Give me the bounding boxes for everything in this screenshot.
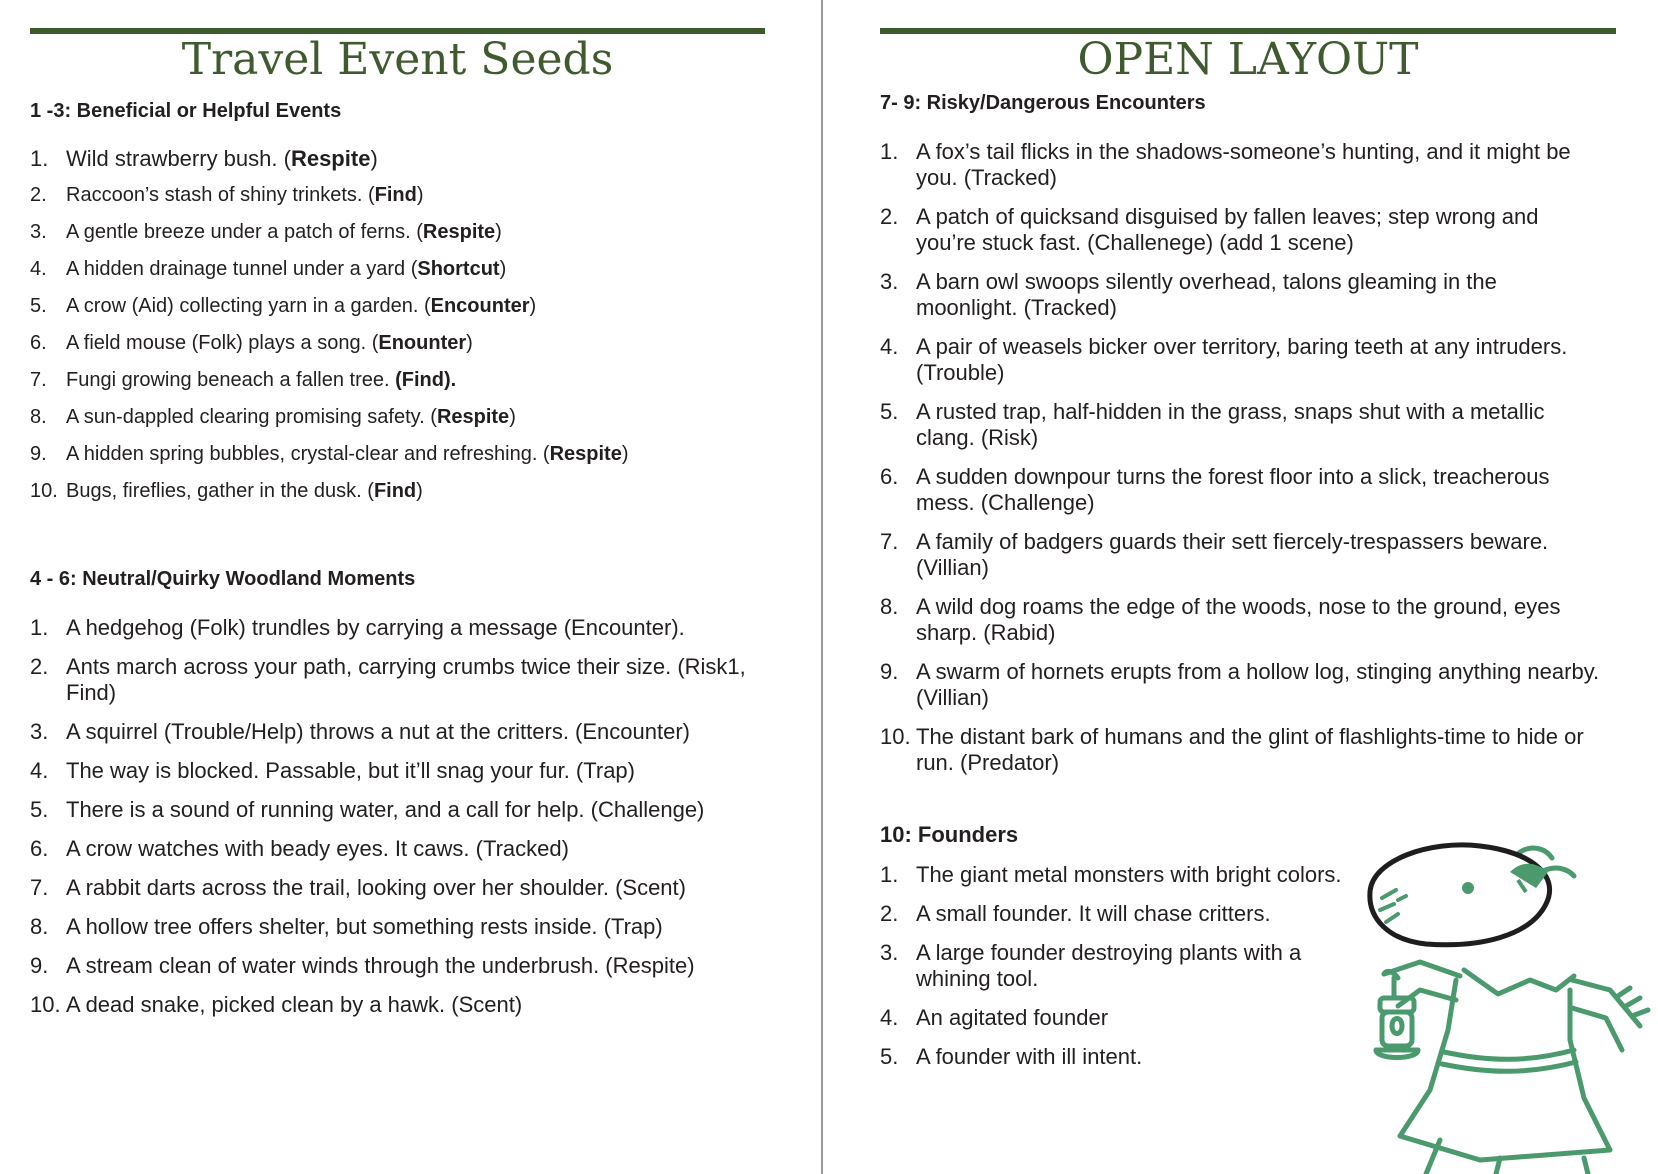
list-item-number: 8.: [30, 914, 49, 939]
list-item-number: 5.: [880, 1044, 899, 1069]
list-item-text: A wild dog roams the edge of the woods, nose to the ground, eyes sharp. (Rabid): [916, 594, 1561, 645]
list-item: [30, 294, 790, 331]
list-item-number: 4.: [880, 1005, 899, 1030]
list-item-text: A small founder. It will chase critters.: [916, 901, 1271, 926]
list-item-suffix: ): [370, 146, 378, 171]
list-item: [880, 334, 1600, 386]
list-item-text: The distant bark of humans and the glint of flashlights-time to hide or run. (Predator): [916, 724, 1584, 775]
list-item-text: A rusted trap, half-hidden in the grass, snaps shut with a metallic clang. (Risk): [916, 399, 1545, 450]
list-item-number: 1.: [30, 615, 49, 640]
list-item-number: 3.: [880, 269, 899, 294]
list-item-number: 6.: [30, 836, 49, 861]
list-item: [880, 1005, 1350, 1031]
risky-encounters-list: [880, 139, 1600, 789]
list-item-suffix: ): [499, 258, 507, 280]
list-item-number: 4.: [30, 758, 49, 783]
list-item-number: 3.: [30, 221, 47, 243]
section-heading-risky: 7- 9: Risky/Dangerous Encounters: [880, 92, 1206, 114]
list-item-suffix: ): [416, 480, 423, 502]
list-item: [30, 914, 770, 940]
list-item-text: An agitated founder: [916, 1005, 1109, 1030]
list-item: [30, 797, 770, 823]
list-item: [30, 953, 770, 979]
list-item: [30, 875, 770, 901]
list-item-number: 5.: [30, 797, 49, 822]
list-item-number: 4.: [30, 258, 47, 280]
list-item: [30, 257, 790, 294]
list-item: [880, 204, 1600, 256]
list-item-text: A field mouse (Folk) plays a song. (: [66, 332, 379, 354]
list-item-text: A pair of weasels bicker over territory, baring teeth at any intruders. (Trouble): [916, 334, 1568, 385]
section-heading-beneficial: 1 -3: Beneficial or Helpful Events: [30, 100, 342, 122]
list-item-number: 1.: [880, 862, 899, 887]
list-item-number: 2.: [880, 204, 899, 229]
event-type-tag: Respite: [436, 406, 510, 428]
list-item: [880, 724, 1600, 776]
list-item-text: A stream clean of water winds through the underbrush. (Respite): [66, 953, 695, 978]
list-item-number: 5.: [880, 399, 899, 424]
list-item-number: 6.: [30, 332, 47, 354]
list-item-number: 9.: [30, 443, 47, 465]
list-item-number: 3.: [30, 719, 49, 744]
section-heading-founders: 10: Founders: [880, 822, 1019, 847]
list-item: [30, 442, 790, 479]
list-item-text: A dead snake, picked clean by a hawk. (Scent): [66, 992, 523, 1017]
list-item: [880, 399, 1600, 451]
list-item-text: A barn owl swoops silently overhead, talons gleaming in the moonlight. (Tracked): [916, 269, 1497, 320]
event-type-tag: Find: [373, 480, 417, 502]
list-item-number: 6.: [880, 464, 899, 489]
list-item: [880, 529, 1600, 581]
list-item: [30, 331, 790, 368]
list-item-number: 1.: [30, 146, 49, 171]
right-page-title: OPEN LAYOUT: [1077, 34, 1419, 85]
founders-list: [880, 862, 1350, 1083]
list-item: [30, 615, 770, 641]
list-item-text: A hollow tree offers shelter, but something rests inside. (Trap): [66, 914, 663, 939]
event-type-tag: Find: [374, 184, 417, 206]
list-item-suffix: ): [466, 332, 473, 354]
list-item-number: 7.: [880, 529, 899, 554]
list-item-text: Wild strawberry bush. (: [66, 146, 291, 171]
left-page-title: Travel Event Seeds: [181, 34, 614, 85]
event-type-tag: (Find).: [395, 369, 457, 391]
event-type-tag: Enounter: [378, 332, 467, 354]
list-item-number: 10.: [30, 480, 58, 502]
list-item-text: A crow (Aid) collecting yarn in a garden. (: [66, 295, 431, 317]
list-item: [880, 594, 1600, 646]
list-item-number: 9.: [30, 953, 49, 978]
list-item: [30, 719, 770, 745]
list-item: [880, 659, 1600, 711]
list-item-number: 5.: [30, 295, 47, 317]
mouse-with-lantern-icon: [1360, 840, 1658, 1174]
list-item-text: Ants march across your path, carrying crumbs twice their size. (Risk1, Find): [66, 654, 746, 705]
list-item-number: 8.: [30, 406, 47, 428]
list-item-text: The giant metal monsters with bright colors.: [916, 862, 1342, 887]
list-item-text: A fox’s tail flicks in the shadows-someone’s hunting, and it might be you. (Tracked): [916, 139, 1571, 190]
list-item: [30, 836, 770, 862]
list-item: [30, 368, 790, 405]
list-item-text: A sudden downpour turns the forest floor into a slick, treacherous mess. (Challenge): [916, 464, 1550, 515]
list-item: [30, 992, 770, 1018]
list-item-suffix: ): [621, 443, 629, 465]
list-item-text: The way is blocked. Passable, but it’ll snag your fur. (Trap): [66, 758, 635, 783]
neutral-moments-list: [30, 615, 770, 1031]
list-item: [30, 220, 790, 257]
list-item: [880, 269, 1600, 321]
list-item: [880, 1044, 1350, 1070]
list-item-text: There is a sound of running water, and a call for help. (Challenge): [66, 797, 705, 822]
page-spine-divider: [821, 0, 823, 1174]
list-item: [30, 758, 770, 784]
event-type-tag: Encounter: [430, 295, 530, 317]
list-item: [30, 405, 790, 442]
list-item-number: 1.: [880, 139, 899, 164]
list-item-text: A gentle breeze under a patch of ferns. (: [66, 221, 423, 243]
list-item: [30, 654, 770, 706]
list-item: [880, 901, 1350, 927]
beneficial-events-list: [30, 146, 790, 516]
list-item-suffix: ): [509, 406, 516, 428]
list-item-number: 10.: [880, 724, 911, 749]
list-item-text: A rabbit darts across the trail, looking over her shoulder. (Scent): [66, 875, 686, 900]
list-item-number: 3.: [880, 940, 899, 965]
list-item-number: 8.: [880, 594, 899, 619]
list-item-suffix: ): [529, 295, 537, 317]
list-item: [30, 479, 790, 516]
list-item-text: A hidden drainage tunnel under a yard (: [66, 258, 418, 280]
event-type-tag: Shortcut: [417, 258, 500, 280]
list-item-suffix: ): [495, 221, 502, 243]
list-item-number: 10.: [30, 992, 61, 1017]
list-item-number: 2.: [880, 901, 899, 926]
event-type-tag: Respite: [549, 443, 622, 465]
event-type-tag: Respite: [422, 221, 496, 243]
list-item: [30, 146, 790, 183]
section-heading-neutral: 4 - 6: Neutral/Quirky Woodland Moments: [30, 568, 416, 590]
list-item-text: A hedgehog (Folk) trundles by carrying a message (Encounter).: [66, 615, 685, 640]
list-item-text: A patch of quicksand disguised by fallen leaves; step wrong and you’re stuck fast. (Challenege) (add 1 scene): [916, 204, 1539, 255]
list-item-number: 2.: [30, 184, 47, 206]
list-item: [880, 139, 1600, 191]
list-item: [880, 464, 1600, 516]
list-item-text: A family of badgers guards their sett fiercely-trespassers beware. (Villian): [916, 529, 1549, 580]
list-item-text: A crow watches with beady eyes. It caws. (Tracked): [66, 836, 569, 861]
list-item: [880, 862, 1350, 888]
list-item-text: A large founder destroying plants with a whining tool.: [916, 940, 1302, 991]
list-item-number: 9.: [880, 659, 899, 684]
list-item: [880, 940, 1350, 992]
list-item-text: Raccoon’s stash of shiny trinkets. (: [66, 184, 375, 206]
list-item-text: A founder with ill intent.: [916, 1044, 1143, 1069]
list-item-text: Bugs, fireflies, gather in the dusk. (: [66, 480, 374, 502]
list-item-number: 7.: [30, 875, 49, 900]
list-item-number: 2.: [30, 654, 49, 679]
list-item-text: A swarm of hornets erupts from a hollow log, stinging anything nearby. (Villian): [916, 659, 1600, 710]
list-item-text: A hidden spring bubbles, crystal-clear and refreshing. (: [66, 443, 550, 465]
list-item-text: Fungi growing beneach a fallen tree.: [66, 369, 396, 391]
list-item-suffix: ): [416, 184, 424, 206]
list-item-number: 7.: [30, 369, 47, 391]
list-item: [30, 183, 790, 220]
list-item-number: 4.: [880, 334, 899, 359]
list-item-text: A squirrel (Trouble/Help) throws a nut at the critters. (Encounter): [66, 719, 690, 744]
event-type-tag: Respite: [290, 146, 371, 171]
list-item-text: A sun-dappled clearing promising safety. (: [66, 406, 437, 428]
